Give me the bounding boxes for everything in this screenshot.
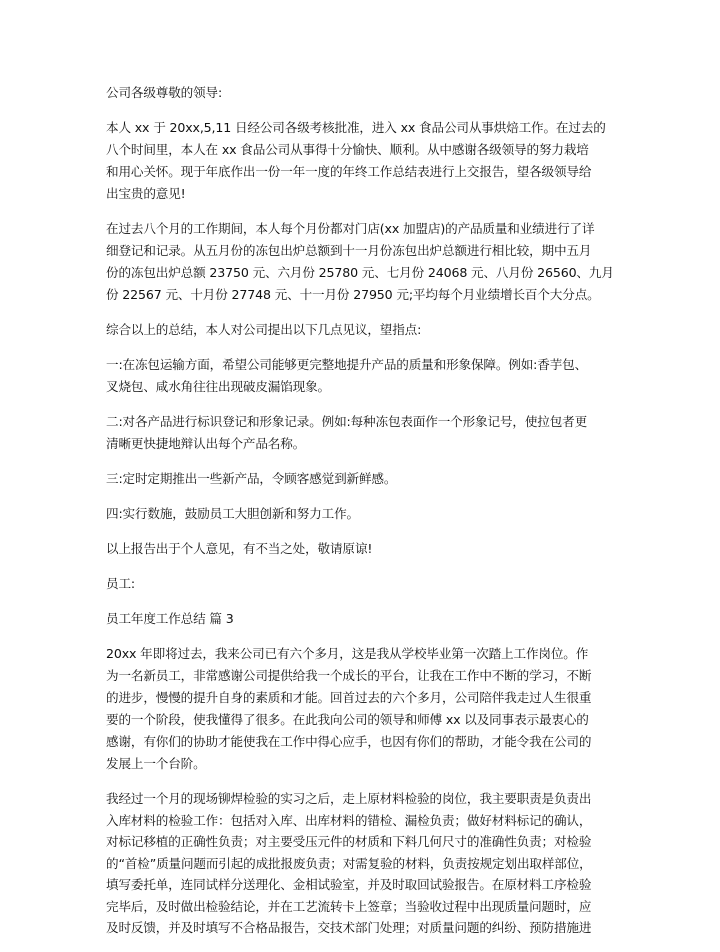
text-line: 发展上一个台阶。 xyxy=(106,756,206,771)
text-line: 在过去八个月的工作期间，本人每个月份都对门店(xx 加盟店)的产品质量和业绩进行了详 xyxy=(106,221,595,236)
text-line: 细登记和记录。从五月份的冻包出炉总额到十一月份冻包出炉总额进行相比较，期中五月 xyxy=(106,243,592,258)
text-line: 入库材料的检验工作：包括对入库、出库材料的错检、漏检负责；做好材料标记的确认， xyxy=(106,812,592,828)
text-line: 的“首检”质量问题而引起的成批报废负责；对需复验的材料，负责按规定划出取样部位， xyxy=(106,855,592,871)
paragraph-sales xyxy=(106,218,616,306)
document-page xyxy=(106,82,616,952)
text-line: 20xx 年即将过去，我来公司已有六个多月，这是我从学校毕业第一次踏上工作岗位。作 xyxy=(106,646,589,661)
text-line: 我经过一个月的现场铆焊检验的实习之后，走上原材料检验的岗位，我主要职责是负责出 xyxy=(106,791,592,806)
text-line: 感谢，有你们的协助才能使我在工作中得心应手，也因有你们的帮助，才能令我在公司的 xyxy=(106,734,592,749)
text-line: 及时反馈，并及时填写不合格品报告，交技术部门处理；对质量问题的纠纷、预防措施进 xyxy=(106,920,592,935)
paragraph-intro xyxy=(106,117,616,205)
greeting: 公司各级尊敬的领导: xyxy=(106,85,223,100)
paragraph-summary xyxy=(106,319,616,341)
text-line: 和用心关怀。现于年底作出一份一年一度的年终工作总结表进行上交报告，望各级领导给 xyxy=(106,164,592,179)
section-heading xyxy=(106,608,616,630)
suggestion-2 xyxy=(106,411,616,455)
text-line: 份的冻包出炉总额 23750 元、六月份 25780 元、七月份 24068 元、八月份 26560、九月 xyxy=(106,265,614,280)
paragraph-new-employee xyxy=(106,643,616,775)
text-line: 叉烧包、咸水角往往出现破皮漏馅现象。 xyxy=(106,379,330,394)
paragraph-inspection-duties xyxy=(106,788,616,939)
text-line: 二:对各产品进行标识登记和形象记录。例如:每种冻包表面作一个形象记号，使拉包者更 xyxy=(106,414,588,429)
text-line: 的进步，慢慢的提升自身的素质和才能。回首过去的六个多月，公司陪伴我走过人生很重 xyxy=(106,690,592,705)
suggestion-1 xyxy=(106,354,616,398)
text-line: 完毕后，及时做出检验结论，并在工艺流转卡上签章；当验收过程中出现质量问题时，应 xyxy=(106,898,592,914)
signature-label xyxy=(106,573,616,595)
text-line: 出宝贵的意见! xyxy=(106,186,186,201)
suggestion-3 xyxy=(106,468,616,490)
text-line: 填写委托单，连同试样分送理化、金相试验室，并及时取回试验报告。在原材料工序检验 xyxy=(106,877,592,892)
text-line: 为一名新员工，非常感谢公司提供给我一个成长的平台，让我在工作中不断的学习，不断 xyxy=(106,668,592,683)
text-line: 一:在冻包运输方面，希望公司能够更完整地提升产品的质量和形象保障。例如:香芋包、 xyxy=(106,357,588,372)
text-line: 四:实行数施，鼓励员工大胆创新和努力工作。 xyxy=(106,506,359,521)
text-line: 综合以上的总结，本人对公司提出以下几点见议，望指点: xyxy=(106,322,422,337)
text-line: 清晰更快捷地辩认出每个产品名称。 xyxy=(106,436,306,451)
text-line: 八个时间里，本人在 xx 食品公司从事得十分愉快、顺利。从中感谢各级领导的努力栽培 xyxy=(106,142,589,157)
text-line: 以上报告出于个人意见，有不当之处，敬请原谅! xyxy=(106,541,373,556)
text-line: 对标记移植的正确性负责；对主要受压元件的材质和下料几何尺寸的准确性负责；对检验 xyxy=(106,834,592,849)
suggestion-4 xyxy=(106,503,616,525)
text-line: 要的一个阶段，使我懂得了很多。在此我向公司的领导和师傅 xx 以及同事表示最衷心的 xyxy=(106,712,589,727)
closing-remark xyxy=(106,538,616,560)
text-line: 三:定时定期推出一些新产品，令顾客感觉到新鲜感。 xyxy=(106,471,397,486)
text-line: 本人 xx 于 20xx,5,11 日经公司各级考核批准，进入 xx 食品公司从事烘焙工作。在过去的 xyxy=(106,120,606,135)
text-line: 员工: xyxy=(106,576,135,591)
text-line: 员工年度工作总结 篇 3 xyxy=(106,611,234,626)
text-line: 份 22567 元、十月份 27748 元、十一月份 27950 元;平均每个月业绩增长百个大分点。 xyxy=(106,287,600,302)
